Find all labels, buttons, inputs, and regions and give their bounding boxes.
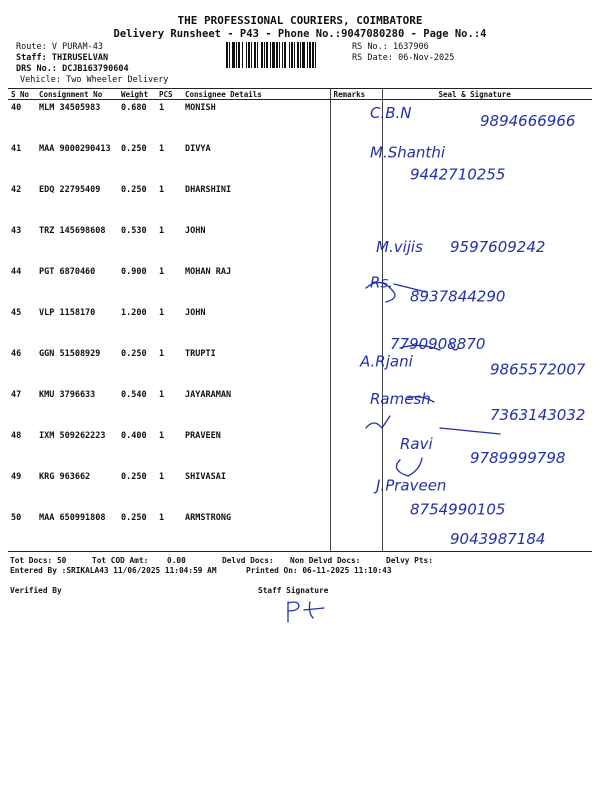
signature-phone: 7363143032 [490,405,586,424]
signature-phone: 9894666966 [480,112,576,130]
signature-name: C.B.N [370,104,412,122]
delvd-docs-label: Delvd Docs: [222,556,274,565]
cell-weight: 1.200 [121,308,147,318]
cell-consignment: PGT 6870460 [39,267,96,277]
cell-sno: 43 [11,226,22,236]
col-seal-signature: Seal & Signature [382,89,592,100]
cell-weight: 0.900 [121,267,147,277]
cell-sno: 47 [11,390,22,400]
cell-pcs: 1 [159,431,165,441]
signature-name: M.vijis [376,238,423,257]
delvy-pts-label: Delvy Pts: [386,556,433,565]
drs-line [16,64,129,74]
rs-date-label: RS Date: [352,53,393,63]
cell-consignment: MAA 650991808 [36,510,118,552]
cell-consignee: DIVYA [185,144,211,154]
tot-cod-label: Tot COD Amt: [92,556,149,565]
cell-pcs: 1 [159,308,165,318]
entered-by: Entered By :SRIKALA43 11/06/2025 11:04:59 AM [10,566,217,575]
cell-weight: 0.250 [118,510,156,552]
cell-consignee: JOHN [185,226,206,236]
cell-consignment: KRG 963662 [39,472,91,482]
signature-phone: 8937844290 [410,287,506,306]
cell-sno: 42 [11,185,22,195]
non-delvd-docs-label: Non Delvd Docs: [290,556,361,565]
cell-sno: 48 [11,431,22,441]
cell-consignee: JAYARAMAN [185,390,232,400]
cell-sno: 40 [11,103,22,113]
cell-consignee: TRUPTI [185,349,216,359]
barcode-icon [226,42,348,68]
col-consignee: Consignee Details [182,89,330,100]
cell-consignee: MOHAN RAJ [185,267,232,277]
cell-weight: 0.250 [121,185,147,195]
runsheet-title: Delivery Runsheet - P43 - Phone No.:9047080280 - Page No.:4 [113,28,487,40]
vehicle-label: Vehicle: [20,75,61,85]
tot-docs-label: Tot Docs: [10,556,53,565]
route-value: V PURAM-43 [51,42,104,52]
cell-consignee: PRAVEEN [185,431,221,441]
cell-consignee: DHARSHINI [185,185,232,195]
cell-consignment: KMU 3796633 [39,390,96,400]
cell-consignment: VLP 1158170 [39,308,96,318]
signature-phone: 9865572007 [490,360,586,379]
signature-name: Rs. [370,273,394,292]
cell-weight: 0.680 [121,103,147,113]
route-line [16,42,103,52]
signature-name: Ravi [400,435,433,454]
cell-consignment: MAA 9000290413 [39,144,111,154]
signature-scribble [396,458,422,476]
tot-docs-value: 50 [56,556,67,565]
rs-no-value: 1637906 [392,42,429,52]
rs-no-line [352,42,429,52]
cell-consignee: MONISH [185,103,216,113]
cell-consignment: IXM 509262223 [39,431,106,441]
cell-sno: 44 [11,267,22,277]
staff-line [16,53,108,63]
signature-name: Ramesh [370,389,431,408]
cell-pcs: 1 [159,226,165,236]
totals-line [10,556,66,565]
cell-consignee: ARMSTRONG [182,510,330,552]
col-pcs: PCS [156,89,182,100]
col-consignment: Consignment No [36,89,118,100]
cell-pcs: 1 [156,510,182,552]
cell-consignment: GGN 51508929 [39,349,101,359]
signature-phone: 7790908870 [390,335,486,353]
cell-consignment: TRZ 145698608 [39,226,106,236]
cell-sno: 46 [11,349,22,359]
cell-weight: 0.400 [121,431,147,441]
company-name: THE PROFESSIONAL COURIERS, COIMBATORE [177,14,423,27]
cell-consignment: EDQ 22795409 [39,185,101,195]
cell-consignment: MLM 34505983 [39,103,101,113]
verified-by: Verified By [10,586,62,595]
staff-signature-mark [280,596,340,626]
col-sno: S No [8,89,36,100]
tot-cod-value: 0.00 [167,556,186,565]
cell-sno: 45 [11,308,22,318]
cell-weight: 0.540 [121,390,147,400]
signature-phone: 8754990105 [410,500,506,519]
cell-pcs: 1 [159,390,165,400]
cell-weight: 0.250 [121,349,147,359]
cell-consignee: SHIVASAI [185,472,226,482]
cell-weight: 0.250 [121,144,147,154]
cell-pcs: 1 [159,144,165,154]
drs-value: DCJB163790604 [62,64,129,74]
printed-on: Printed On: 06-11-2025 11:10:43 [246,566,392,575]
cell-pcs: 1 [159,472,165,482]
signature-scribble [366,416,500,434]
drs-label: DRS No.: [16,64,57,74]
signature-name: A.Rjani [360,352,413,371]
rs-no-label: RS No.: [352,42,388,52]
cell-sno: 50 [8,510,36,552]
staff-signature-label: Staff Signature [258,586,329,595]
staff-value: THIRUSELVAN [51,53,109,63]
cell-weight: 0.250 [121,472,147,482]
cell-sno: 49 [11,472,22,482]
signature-phone: 9597609242 [450,238,546,257]
cell-pcs: 1 [159,267,165,277]
signature-phone: 9789999798 [470,449,566,468]
route-label: Route: [16,42,47,52]
cell-weight: 0.530 [121,226,147,236]
cell-sno: 41 [11,144,22,154]
col-weight: Weight [118,89,156,100]
vehicle-line [20,75,168,85]
signature-phone: 9442710255 [410,165,506,184]
col-remarks: Remarks [330,89,382,100]
vehicle-value: Two Wheeler Delivery [66,75,169,85]
cell-pcs: 1 [159,103,165,113]
cell-pcs: 1 [159,185,165,195]
cell-pcs: 1 [159,349,165,359]
signature-name: M.Shanthi [370,143,445,162]
rs-date-value: 06-Nov-2025 [398,53,455,63]
cell-consignee: JOHN [185,308,206,318]
signature-phone: 9043987184 [450,530,546,548]
tot-cod [92,556,186,565]
signature-name: J.Praveen [376,476,447,495]
staff-label: Staff: [16,53,47,63]
signature-overlay [330,98,600,558]
rs-date-line [352,53,454,63]
